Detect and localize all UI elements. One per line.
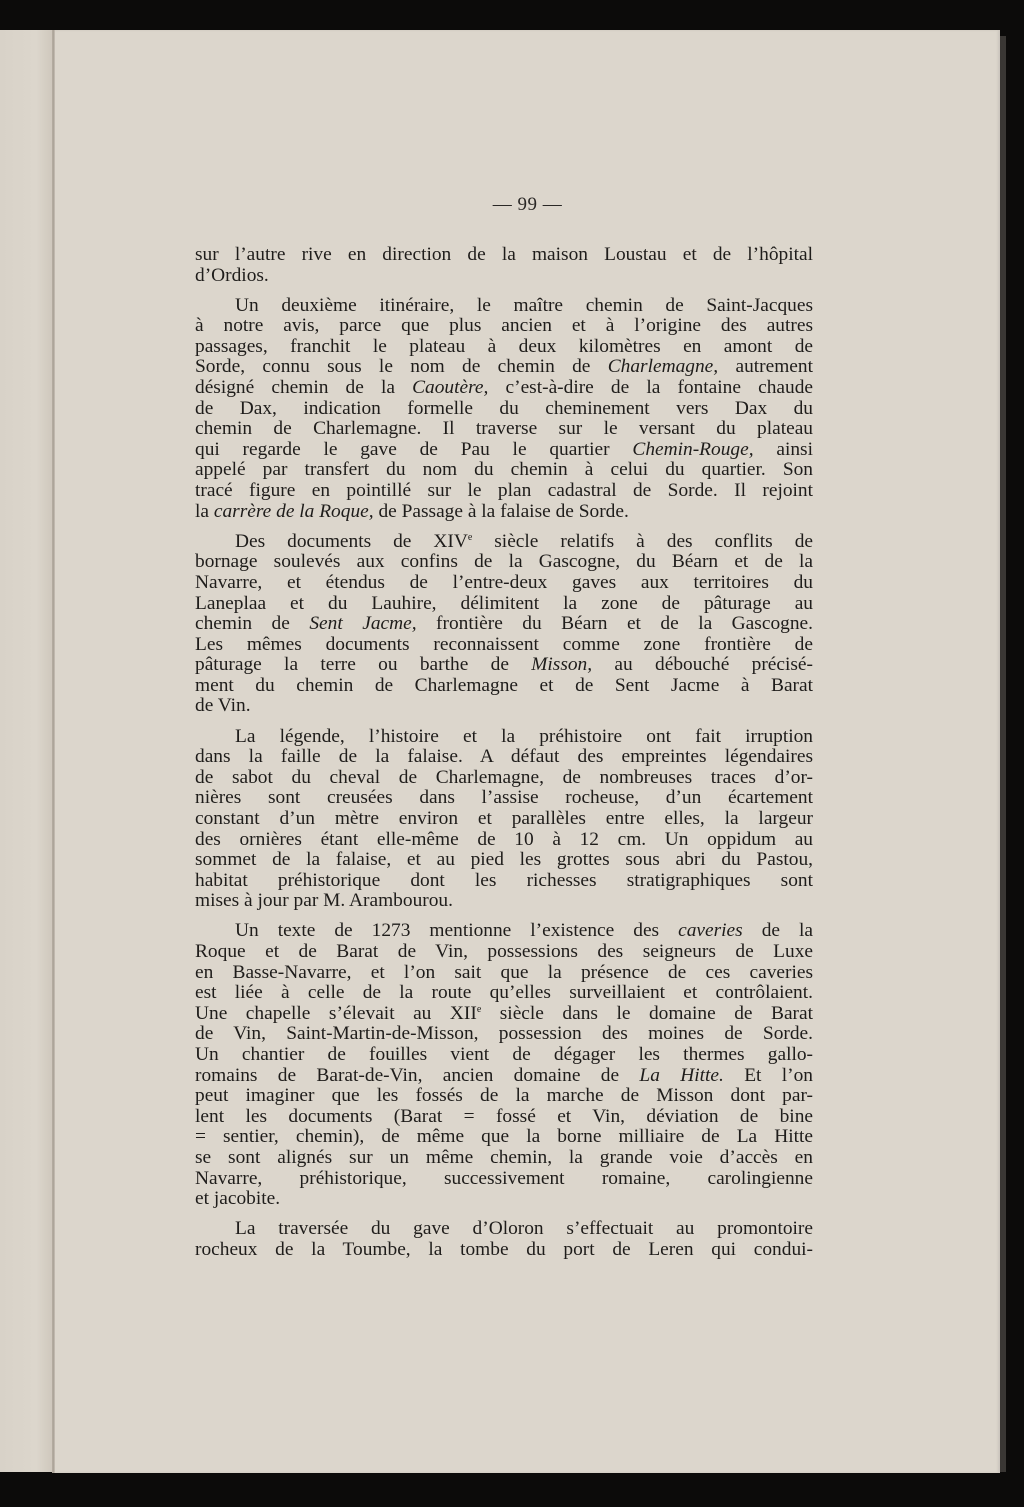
text-run: dans la faille de la falaise. A défaut des empreintes légendaires [195,746,813,768]
text-run: au débouché précisé- [592,654,813,676]
text-run: rocheux de la Toumbe, la tombe du port de Leren qui condui- [195,1238,813,1260]
text-run: Un chantier de fouilles vient de dégager les thermes gallo- [195,1043,813,1065]
text-run: se sont alignés sur un même chemin, la grande voie d’accès en [195,1146,813,1168]
text-run: ment du chemin de Charlemagne et de Sent Jacme à Barat [195,674,813,696]
text-line [195,788,813,809]
text-run: Une chapelle s’élevait au XII [195,1002,477,1024]
text-run: sur l’autre rive en direction de la maison Loustau et de l’hôpital [195,244,813,265]
text-line [195,614,813,635]
text-run: de la [742,920,813,942]
paragraph [195,727,813,912]
text-line [195,696,813,717]
text-line [195,1219,813,1240]
text-line [195,850,813,871]
text-line [195,1240,813,1261]
text-run: tracé figure en pointillé sur le plan cadastral de Sorde. Il rejoint [195,480,813,502]
text-line [195,768,813,789]
italic-term: La Hitte. [639,1064,724,1086]
text-run: frontière du Béarn et de la Gascogne. [416,613,813,635]
paragraph [195,245,813,286]
text-run: sommet de la falaise, et au pied les grottes sous abri du Pastou, [195,849,813,871]
text-run: Et l’on [723,1064,813,1086]
text-run: peut imaginer que les fossés de la marche de Misson dont par- [195,1085,813,1107]
text-run: Les mêmes documents reconnaissent comme zone frontière de [195,633,813,655]
text-run: siècle dans le domaine de Barat [481,1002,814,1024]
text-run: désigné chemin de la [195,377,413,399]
body-text [195,245,813,1270]
text-run: d’Ordios. [195,264,269,286]
text-run: Un deuxième itinéraire, le maître chemin de Saint-Jacques [235,294,813,316]
text-line [195,891,813,912]
text-line [195,809,813,830]
text-line [195,1127,813,1148]
text-run: Navarre, préhistorique, successivement romaine, carolingienne [195,1167,813,1189]
text-run: des ornières étant elle-même de 10 à 12 cm. Un oppidum au [195,828,813,850]
text-line [195,1189,813,1210]
text-line [195,337,813,358]
text-run: autrement [718,356,813,378]
text-run: habitat préhistorique dont les richesses stratigraphiques sont [195,869,813,891]
text-run: pâturage la terre ou barthe de [195,654,532,676]
text-run: constant d’un mètre environ et parallèles entre elles, la largeur [195,807,813,829]
text-line [195,727,813,748]
text-run: en Basse-Navarre, et l’on sait que la présence de ces caveries [195,961,813,983]
text-line [195,245,813,266]
superscript: e [476,1003,482,1015]
text-line [195,552,813,573]
text-run: La légende, l’histoire et la préhistoire ont fait irruption [235,725,813,747]
text-line [195,747,813,768]
paragraph [195,1219,813,1260]
italic-term: caveries [678,920,743,942]
page-edge-shadow [1000,36,1006,1472]
text-line [195,296,813,317]
text-run: Un texte de 1273 mentionne l’existence des [235,920,679,942]
text-line [195,399,813,420]
page-number: — 99 — [492,194,563,215]
text-run: chemin de Charlemagne. Il traverse sur le versant du plateau [195,418,813,440]
text-run: et jacobite. [195,1188,281,1210]
text-run: romains de Barat-de-Vin, ancien domaine de [195,1064,640,1086]
text-run: de Passage à la falaise de Sorde. [373,500,629,522]
text-line [195,830,813,851]
text-line [195,1045,813,1066]
text-line [195,316,813,337]
text-run: Roque et de Barat de Vin, possessions des seigneurs de Luxe [195,941,813,962]
text-run: de Dax, indication formelle du cheminement vers Dax du [195,397,813,419]
italic-term: Sent Jacme, [309,613,417,635]
text-run: ainsi [753,438,813,460]
text-line [195,1169,813,1190]
text-run: lent les documents (Barat = fossé et Vin, déviation de bine [195,1105,813,1127]
text-run: est liée à celle de la route qu’elles surveillaient et contrôlaient. [195,982,813,1004]
text-run: qui regarde le gave de Pau le quartier [195,438,633,460]
text-line [195,378,813,399]
text-run: nières sont creusées dans l’assise rocheuse, d’un écartement [195,787,813,809]
text-line [195,676,813,697]
text-run: Navarre, et étendus de l’entre-deux gaves aux territoires du [195,571,813,593]
text-run: = sentier, chemin), de même que la borne milliaire de La Hitte [195,1126,813,1148]
text-run: chemin de [195,613,310,635]
text-line [195,573,813,594]
paragraph [195,296,813,523]
text-line [195,594,813,615]
italic-term: Charlemagne, [607,356,719,378]
italic-term: Chemin-Rouge, [632,438,754,460]
text-line [195,1086,813,1107]
superscript: e [467,531,473,543]
text-line [195,983,813,1004]
facing-page-edge [0,30,52,1472]
text-line [195,942,813,963]
text-line [195,1024,813,1045]
text-line [195,1066,813,1087]
text-line [195,1004,813,1025]
text-line [195,440,813,461]
text-line [195,266,813,287]
text-run: c’est-à-dire de la fontaine chaude [488,377,813,399]
text-line [195,635,813,656]
text-run: Des documents de XIV [235,530,468,552]
text-run: Sorde, connu sous le nom de chemin de [195,356,608,378]
text-line [195,460,813,481]
text-run: passages, franchit le plateau à deux kilomètres en amont de [195,335,813,357]
text-line [195,419,813,440]
paragraph [195,532,813,717]
text-line [195,481,813,502]
italic-term: carrère de la Roque, [213,500,374,522]
text-run: à notre avis, parce que plus ancien et à l’origine des autres [195,315,813,337]
text-run: bornage soulevés aux confins de la Gascogne, du Béarn et de la [195,551,813,573]
text-line [195,1148,813,1169]
book-page [55,30,1000,1473]
text-line [195,921,813,942]
text-run: siècle relatifs à des conflits de [472,530,813,552]
text-run: de Vin. [195,695,251,717]
text-run: appelé par transfert du nom du chemin à celui du quartier. Son [195,459,813,481]
text-line [195,502,813,523]
text-line [195,963,813,984]
text-line [195,871,813,892]
text-run: mises à jour par M. Arambourou. [195,890,453,912]
text-line [195,1107,813,1128]
text-line [195,532,813,553]
text-run: Laneplaa et du Lauhire, délimitent la zone de pâturage au [195,592,813,614]
text-line [195,357,813,378]
text-run: de Vin, Saint-Martin-de-Misson, possession des moines de Sorde. [195,1023,813,1045]
text-run: la [195,500,214,522]
paragraph [195,921,813,1209]
italic-term: Caoutère, [412,377,489,399]
text-line [195,655,813,676]
text-run: La traversée du gave d’Oloron s’effectuait au promontoire [235,1218,813,1240]
italic-term: Misson, [531,654,593,676]
text-run: de sabot du cheval de Charlemagne, de nombreuses traces d’or- [195,766,813,788]
